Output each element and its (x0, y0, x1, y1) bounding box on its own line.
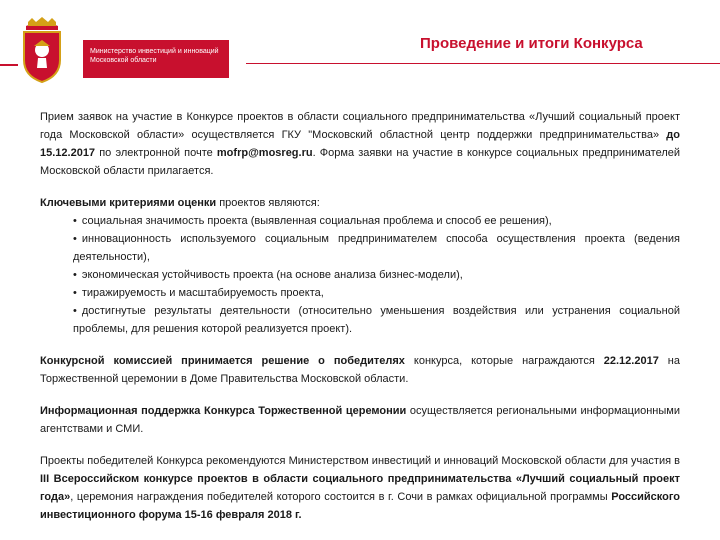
winners-paragraph (40, 452, 680, 524)
document-body (40, 108, 680, 524)
application-text-2: по электронной почте (95, 147, 217, 159)
contact-email: mofrp@mosreg.ru (216, 147, 313, 159)
criteria-lead (40, 194, 680, 212)
title-underline (246, 63, 720, 64)
winners-text: Проекты победителей Конкурса рекомендуются Министерством инвестиций и инноваций Московской области для участия в (40, 455, 680, 467)
all-russian-contest: III Всероссийском конкурсе проектов в области социального предпринимательства «Лучший социальный проект года» (40, 473, 680, 503)
moscow-oblast-emblem-icon (20, 16, 64, 84)
bullet: • (73, 233, 77, 245)
criteria-item-text: инновационность используемого социальным предпринимателем способа осуществления проекта (ведения деятельности), (73, 233, 680, 263)
commission-text-2: на Торжественной церемонии в Доме Правительства Московской области. (40, 355, 680, 385)
commission-bold: Конкурсной комиссией принимается решение о победителях (40, 355, 405, 367)
commission-text: конкурса, которые награждаются (404, 355, 604, 367)
application-text-3: . Форма заявки на участие в конкурсе социальных предпринимателей Московской области прилагается. (40, 147, 680, 177)
deadline-date: до 15.12.2017 (40, 129, 680, 159)
criteria-lead-text: проектов являются: (216, 197, 320, 209)
criteria-list (40, 212, 680, 338)
criteria-item-text: достигнутые результаты деятельности (относительно уменьшения воздействия или устранения социальной проблемы, для решения которой реализуется проект). (73, 305, 680, 335)
winners-text-2: , церемония награждения победителей которого состоится в г. Сочи в рамках официальной программы (70, 491, 612, 503)
criteria-item (73, 212, 680, 230)
criteria-lead-bold: Ключевыми критериями оценки (40, 197, 217, 209)
criteria-item (73, 230, 680, 266)
org-name-line2: Московской области (90, 57, 157, 64)
ministry-name-plate (83, 40, 229, 78)
investment-forum: Российского инвестиционного форума 15-16 февраля 2018 г. (40, 491, 680, 521)
info-support-bold: Информационная поддержка Конкурса Торжественной церемонии (40, 405, 407, 417)
criteria-item-text: экономическая устойчивость проекта (на основе анализа бизнес-модели), (81, 269, 463, 281)
application-paragraph (40, 108, 680, 180)
info-support-text: осуществляется региональными информационными агентствами и СМИ. (40, 405, 680, 435)
page-title: Проведение и итоги Конкурса (420, 35, 643, 52)
bullet: • (73, 215, 77, 227)
info-support-paragraph (40, 402, 680, 438)
left-accent-rule (0, 64, 18, 66)
commission-paragraph (40, 352, 680, 388)
bullet: • (73, 305, 77, 317)
criteria-item (73, 266, 680, 284)
criteria-item-text: социальная значимость проекта (выявленная социальная проблема и способ ее решения), (81, 215, 552, 227)
criteria-item-text: тиражируемость и масштабируемость проекта, (81, 287, 324, 299)
criteria-item (73, 302, 680, 338)
org-name-line1: Министерство инвестиций и инноваций (90, 48, 219, 55)
bullet: • (73, 287, 77, 299)
criteria-item (73, 284, 680, 302)
ceremony-date: 22.12.2017 (603, 355, 659, 367)
application-text: Прием заявок на участие в Конкурсе проектов в области социального предпринимательства «Лучший социальный проект года Московской области» осуществляется ГКУ "Московский областной центр поддержки предпринимательства» (40, 111, 680, 141)
bullet: • (73, 269, 77, 281)
